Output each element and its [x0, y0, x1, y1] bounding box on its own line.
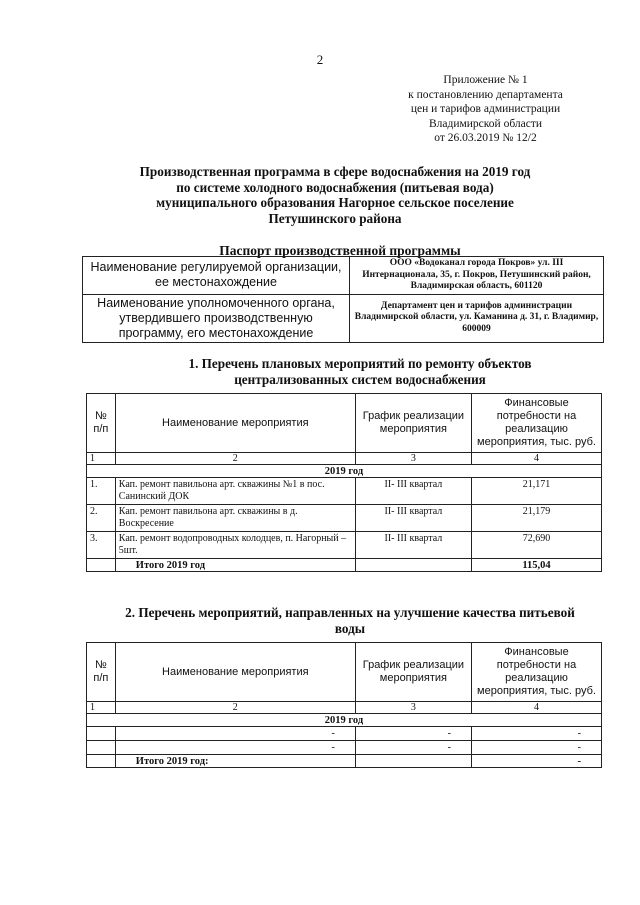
appendix-line: к постановлению департамента [408, 88, 563, 101]
measure-name: - [115, 727, 355, 741]
year-row [87, 465, 602, 478]
column-number: 1 [87, 702, 116, 714]
total-label: Итого 2019 год: [115, 755, 355, 768]
page-number: 2 [316, 52, 324, 67]
column-number: 4 [471, 702, 601, 714]
repair-measures-table [86, 393, 602, 572]
measure-cost: 72,690 [471, 532, 601, 559]
column-number: 1 [87, 453, 116, 465]
measure-cost: 21,171 [471, 478, 601, 505]
table-header-row [87, 643, 602, 702]
total-empty-cell [87, 755, 116, 768]
row-number [87, 741, 116, 755]
table-row [87, 741, 602, 755]
passport-value: ООО «Водоканал города Покров» ул. III Интернационала, 35, г. Покров, Петушинский район, Владимирская область, 601120 [350, 257, 604, 295]
total-row [87, 755, 602, 768]
total-row [87, 559, 602, 572]
header-cell: Наименование мероприятия [115, 643, 355, 702]
header-cell: № п/п [87, 643, 116, 702]
column-number: 3 [355, 453, 471, 465]
measure-name: Кап. ремонт павильона арт. скважины в д. Воскресение [115, 505, 355, 532]
title-line: Производственная программа в сфере водоснабжения на 2019 год [139, 164, 531, 179]
header-cell: № п/п [87, 394, 116, 453]
total-empty-cell [87, 559, 116, 572]
appendix-block [398, 73, 573, 146]
section2-title: 2. Перечень мероприятий, направленных на улучшение качества питьевой воды [125, 605, 575, 636]
passport-value: Департамент цен и тарифов администрации Владимирской области, ул. Каманина д. 31, г. Владимир, 600009 [350, 294, 604, 342]
appendix-line: цен и тарифов администрации [410, 103, 561, 115]
column-number: 3 [355, 702, 471, 714]
table-row [87, 478, 602, 505]
passport-label: Наименование уполномоченного органа, утвердившего производственную программу, его местонахождение [83, 294, 350, 342]
measure-name: Кап. ремонт павильона арт. скважины №1 в пос. Санинский ДОК [115, 478, 355, 505]
measure-cost: - [471, 741, 601, 755]
column-number-row [87, 453, 602, 465]
table-row [87, 505, 602, 532]
total-value: 115,04 [471, 559, 601, 572]
measure-schedule: II- III квартал [355, 532, 471, 559]
year-label: 2019 год [87, 465, 602, 478]
title-line: Петушинского района [268, 210, 402, 226]
total-empty-cell [355, 559, 471, 572]
header-cell: График реализации мероприятия [355, 643, 471, 702]
header-cell: Финансовые потребности на реализацию мероприятия, тыс. руб. [471, 643, 601, 702]
table-row [87, 727, 602, 741]
passport-row [83, 294, 604, 342]
passport-table [82, 256, 604, 343]
passport-title: Паспорт производственной программы [219, 243, 461, 258]
table-header-row [87, 394, 602, 453]
measure-name: Кап. ремонт водопроводных колодцев, п. Нагорный – 5шт. [115, 532, 355, 559]
appendix-line: Владимирской области [428, 117, 543, 130]
title-line: муниципального образования Нагорное сельское поселение [156, 195, 514, 210]
measure-schedule: II- III квартал [355, 505, 471, 532]
measure-cost: - [471, 727, 601, 741]
section1-title: 1. Перечень плановых мероприятий по ремонту объектов централизованных систем водоснабжения [188, 356, 532, 387]
row-number: 3. [87, 532, 116, 559]
appendix-line: от 26.03.2019 № 12/2 [434, 132, 537, 144]
header-cell: Финансовые потребности на реализацию мероприятия, тыс. руб. [471, 394, 601, 453]
column-number: 2 [115, 702, 355, 714]
row-number: 1. [87, 478, 116, 505]
total-label: Итого 2019 год [115, 559, 355, 572]
year-label: 2019 год [87, 714, 602, 727]
measure-cost: 21,179 [471, 505, 601, 532]
column-number: 4 [471, 453, 601, 465]
total-value: - [471, 755, 601, 768]
total-empty-cell [355, 755, 471, 768]
document-title [110, 164, 560, 226]
row-number [87, 727, 116, 741]
measure-schedule: - [355, 741, 471, 755]
table-row [87, 532, 602, 559]
measure-schedule: II- III квартал [355, 478, 471, 505]
title-line: по системе холодного водоснабжения (питьевая вода) [176, 179, 494, 195]
appendix-line: Приложение № 1 [443, 74, 528, 86]
measure-schedule: - [355, 727, 471, 741]
passport-row [83, 257, 604, 295]
passport-label: Наименование регулируемой организации, ее местонахождение [83, 257, 350, 295]
measure-name: - [115, 741, 355, 755]
header-cell: График реализации мероприятия [355, 394, 471, 453]
header-cell: Наименование мероприятия [115, 394, 355, 453]
column-number: 2 [115, 453, 355, 465]
year-row [87, 714, 602, 727]
column-number-row [87, 702, 602, 714]
row-number: 2. [87, 505, 116, 532]
water-quality-measures-table [86, 642, 602, 768]
